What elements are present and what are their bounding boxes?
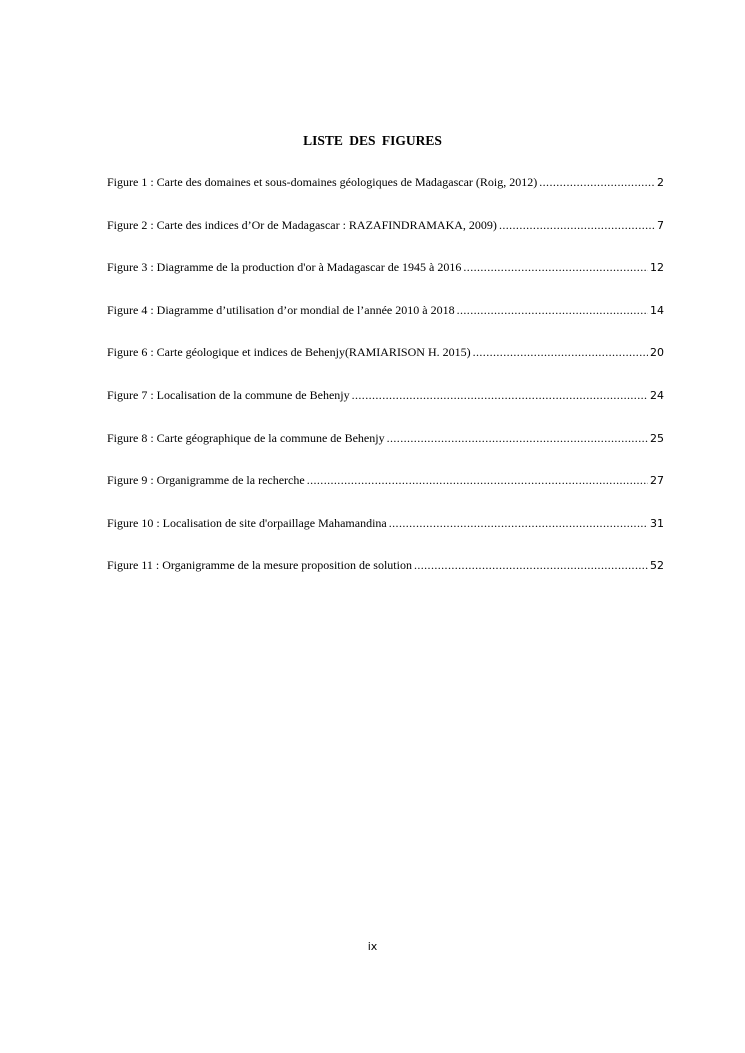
figure-entry-9[interactable] [107,473,664,516]
figure-entry-3[interactable] [107,260,664,303]
figure-entry-page: 24 [650,388,664,402]
dot-leader [352,388,648,403]
dot-leader [499,218,655,233]
figure-entry-11[interactable] [107,558,664,601]
figure-entry-text: Figure 3 : Diagramme de la production d'or à Madagascar de 1945 à 2016 [107,260,462,275]
figure-entry-page: 52 [650,559,664,573]
figure-entry-1[interactable] [107,175,664,218]
dot-leader [414,558,648,573]
figure-entry-2[interactable] [107,218,664,261]
figure-entry-page: 2 [657,176,664,189]
figure-entry-page: 27 [650,474,664,488]
dot-leader [539,175,655,190]
figure-entry-page: 25 [650,431,664,445]
page-number: ix [367,940,378,953]
figure-list [107,175,664,601]
dot-leader [463,260,648,275]
figure-entry-text: Figure 7 : Localisation de la commune de Behenjy [107,387,350,402]
dot-leader [307,473,648,488]
page-title: LISTE DES FIGURES [303,133,442,148]
dot-leader [457,303,648,318]
figure-entry-4[interactable] [107,303,664,346]
figure-entry-page: 12 [650,261,664,275]
figure-entry-text: Figure 1 : Carte des domaines et sous-domaines géologiques de Madagascar (Roig, 2012) [107,175,538,189]
figure-entry-text: Figure 4 : Diagramme d’utilisation d’or mondial de l’année 2010 à 2018 [107,302,455,317]
figure-entry-page: 14 [650,303,664,317]
figure-entry-8[interactable] [107,431,664,474]
dot-leader [389,516,648,531]
figure-entry-text: Figure 9 : Organigramme de la recherche [107,473,305,488]
figure-entry-text: Figure 8 : Carte géographique de la commune de Behenjy [107,430,385,445]
figure-entry-7[interactable] [107,388,664,431]
figure-entry-text: Figure 10 : Localisation de site d'orpaillage Mahamandina [107,515,387,530]
figure-entry-page: 20 [650,346,664,360]
figure-entry-10[interactable] [107,516,664,559]
figure-entry-text: Figure 2 : Carte des indices d’Or de Madagascar : RAZAFINDRAMAKA, 2009) [107,217,497,232]
figure-entry-6[interactable] [107,345,664,388]
figure-entry-text: Figure 11 : Organigramme de la mesure proposition de solution [107,558,412,573]
dot-leader [387,431,648,446]
figure-entry-text: Figure 6 : Carte géologique et indices de Behenjy(RAMIARISON H. 2015) [107,345,471,360]
dot-leader [473,345,648,360]
figure-entry-page: 7 [657,218,664,232]
figure-entry-page: 31 [650,516,664,530]
